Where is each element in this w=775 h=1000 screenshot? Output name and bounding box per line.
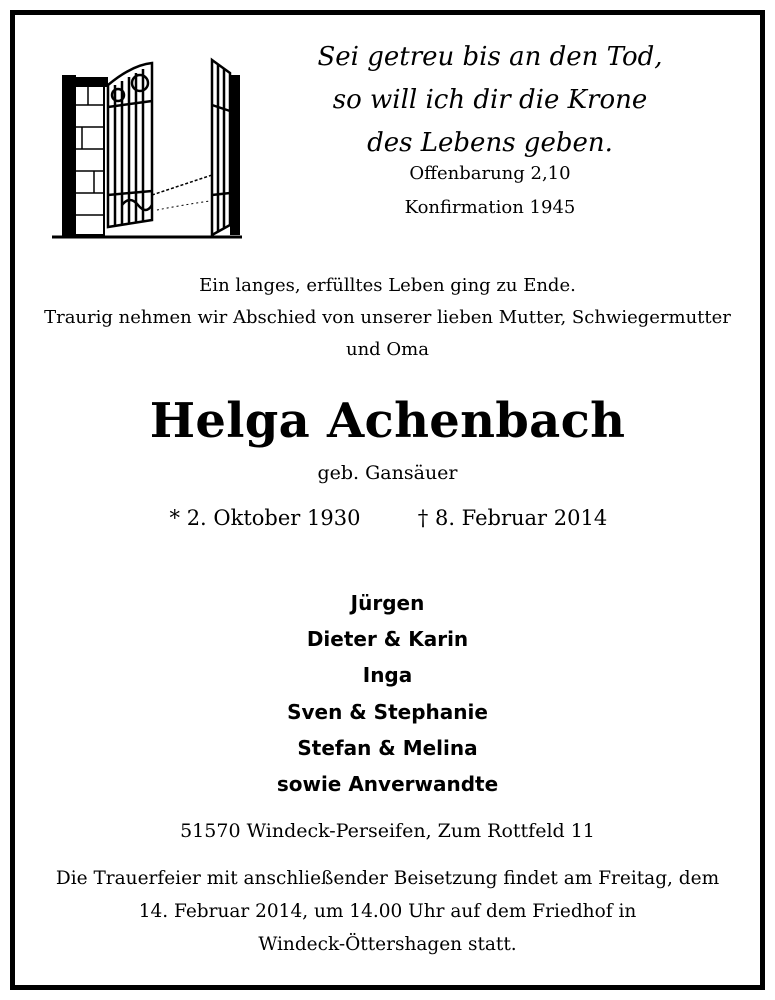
intro-line: Ein langes, erfülltes Leben ging zu Ende.: [199, 275, 576, 296]
birth-date: * 2. Oktober 1930: [169, 506, 361, 530]
service-line: Die Trauerfeier mit anschließender Beisetzung findet am Freitag, dem: [55, 868, 720, 889]
intro-line: Traurig nehmen wir Abschied von unserer lieben Mutter, Schwiegermutter: [44, 307, 731, 328]
family-address: 51570 Windeck-Perseifen, Zum Rottfeld 11: [180, 820, 595, 842]
funeral-service-info: [40, 862, 735, 961]
service-line: Windeck-Öttershagen statt.: [258, 934, 517, 955]
bible-verse: [310, 36, 670, 165]
mourner-name: Dieter & Karin: [306, 627, 469, 652]
mourner-name: Inga: [362, 663, 413, 688]
mourner-name: Jürgen: [350, 591, 425, 615]
intro-text: [30, 270, 745, 366]
mourner-name: Stefan & Melina: [297, 735, 478, 760]
mourner-name: sowie Anverwandte: [276, 772, 499, 797]
mourners-list: [30, 585, 745, 802]
deceased-name: Helga Achenbach: [149, 393, 626, 449]
death-date: † 8. Februar 2014: [417, 506, 608, 530]
verse-line: des Lebens geben.: [367, 128, 613, 158]
verse-reference: Offenbarung 2,10: [409, 163, 571, 184]
verse-line: so will ich dir die Krone: [332, 85, 648, 115]
verse-line: Sei getreu bis an den Tod,: [317, 42, 663, 72]
birth-name: geb. Gansäuer: [317, 462, 458, 484]
intro-line: und Oma: [346, 339, 429, 360]
mourner-name: Sven & Stephanie: [287, 699, 488, 724]
open-gate-illustration: [52, 45, 242, 240]
service-line: 14. Februar 2014, um 14.00 Uhr auf dem Friedhof in: [138, 901, 637, 922]
confirmation-note: Konfirmation 1945: [404, 197, 576, 218]
